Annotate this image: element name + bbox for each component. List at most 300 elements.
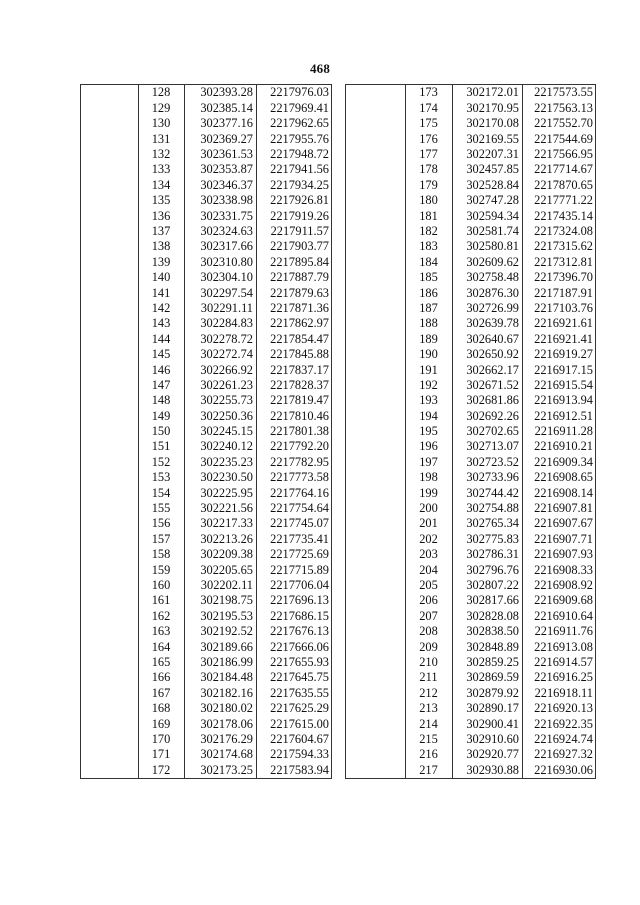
- table-row: [346, 177, 596, 192]
- point-number-cell: 143: [139, 316, 185, 331]
- table-row: [81, 531, 332, 546]
- table-row: [346, 485, 596, 500]
- table-row: [81, 224, 332, 239]
- table-row: [81, 593, 332, 608]
- point-number-cell: 167: [139, 685, 185, 700]
- table-row: [81, 116, 332, 131]
- x-coordinate-cell: 302250.36: [185, 408, 257, 423]
- y-coordinate-cell: 2217396.70: [523, 270, 596, 285]
- table-row: [81, 270, 332, 285]
- table-row: [81, 516, 332, 531]
- empty-cell: [346, 562, 406, 577]
- y-coordinate-cell: 2216907.71: [523, 531, 596, 546]
- y-coordinate-cell: 2217773.58: [257, 470, 332, 485]
- point-number-cell: 166: [139, 670, 185, 685]
- point-number-cell: 209: [406, 639, 453, 654]
- point-number-cell: 210: [406, 654, 453, 669]
- point-number-cell: 142: [139, 300, 185, 315]
- empty-cell: [346, 285, 406, 300]
- point-number-cell: 176: [406, 131, 453, 146]
- y-coordinate-cell: 2217782.95: [257, 454, 332, 469]
- empty-cell: [346, 547, 406, 562]
- point-number-cell: 159: [139, 562, 185, 577]
- x-coordinate-cell: 302186.99: [185, 654, 257, 669]
- point-number-cell: 191: [406, 362, 453, 377]
- table-row: [81, 239, 332, 254]
- table-row: [346, 116, 596, 131]
- empty-cell: [346, 685, 406, 700]
- table-row: [81, 701, 332, 716]
- point-number-cell: 200: [406, 501, 453, 516]
- table-row: [81, 716, 332, 731]
- empty-cell: [346, 654, 406, 669]
- empty-cell: [81, 639, 139, 654]
- y-coordinate-cell: 2216908.14: [523, 485, 596, 500]
- empty-cell: [81, 100, 139, 115]
- table-row: [346, 393, 596, 408]
- point-number-cell: 214: [406, 716, 453, 731]
- x-coordinate-cell: 302189.66: [185, 639, 257, 654]
- table-row: [81, 547, 332, 562]
- x-coordinate-cell: 302796.76: [453, 562, 523, 577]
- point-number-cell: 203: [406, 547, 453, 562]
- point-number-cell: 197: [406, 454, 453, 469]
- table-row: [346, 362, 596, 377]
- point-number-cell: 180: [406, 193, 453, 208]
- point-number-cell: 196: [406, 439, 453, 454]
- point-number-cell: 173: [406, 85, 453, 101]
- y-coordinate-cell: 2216924.74: [523, 731, 596, 746]
- table-row: [346, 762, 596, 778]
- point-number-cell: 179: [406, 177, 453, 192]
- x-coordinate-cell: 302240.12: [185, 439, 257, 454]
- x-coordinate-cell: 302338.98: [185, 193, 257, 208]
- point-number-cell: 175: [406, 116, 453, 131]
- y-coordinate-cell: 2217563.13: [523, 100, 596, 115]
- point-number-cell: 157: [139, 531, 185, 546]
- empty-cell: [81, 224, 139, 239]
- table-row: [81, 377, 332, 392]
- empty-cell: [81, 239, 139, 254]
- empty-cell: [346, 439, 406, 454]
- empty-cell: [81, 439, 139, 454]
- point-number-cell: 158: [139, 547, 185, 562]
- table-row: [81, 193, 332, 208]
- x-coordinate-cell: 302261.23: [185, 377, 257, 392]
- table-row: [346, 285, 596, 300]
- empty-cell: [81, 285, 139, 300]
- empty-cell: [81, 454, 139, 469]
- point-number-cell: 201: [406, 516, 453, 531]
- point-number-cell: 154: [139, 485, 185, 500]
- y-coordinate-cell: 2217315.62: [523, 239, 596, 254]
- empty-cell: [81, 85, 139, 101]
- y-coordinate-cell: 2217725.69: [257, 547, 332, 562]
- x-coordinate-cell: 302581.74: [453, 224, 523, 239]
- table-row: [81, 424, 332, 439]
- empty-cell: [81, 608, 139, 623]
- x-coordinate-cell: 302786.31: [453, 547, 523, 562]
- point-number-cell: 171: [139, 747, 185, 762]
- x-coordinate-cell: 302723.52: [453, 454, 523, 469]
- point-number-cell: 192: [406, 377, 453, 392]
- y-coordinate-cell: 2217686.15: [257, 608, 332, 623]
- y-coordinate-cell: 2216915.54: [523, 377, 596, 392]
- empty-cell: [346, 501, 406, 516]
- y-coordinate-cell: 2217871.36: [257, 300, 332, 315]
- x-coordinate-cell: 302650.92: [453, 347, 523, 362]
- table-row: [346, 300, 596, 315]
- x-coordinate-cell: 302310.80: [185, 254, 257, 269]
- x-coordinate-cell: 302225.95: [185, 485, 257, 500]
- table-row: [81, 147, 332, 162]
- point-number-cell: 193: [406, 393, 453, 408]
- point-number-cell: 162: [139, 608, 185, 623]
- point-number-cell: 213: [406, 701, 453, 716]
- x-coordinate-cell: 302317.66: [185, 239, 257, 254]
- y-coordinate-cell: 2217870.65: [523, 177, 596, 192]
- y-coordinate-cell: 2217887.79: [257, 270, 332, 285]
- x-coordinate-cell: 302198.75: [185, 593, 257, 608]
- empty-cell: [81, 393, 139, 408]
- table-row: [81, 85, 332, 101]
- x-coordinate-cell: 302278.72: [185, 331, 257, 346]
- y-coordinate-cell: 2217771.22: [523, 193, 596, 208]
- x-coordinate-cell: 302170.95: [453, 100, 523, 115]
- empty-cell: [346, 116, 406, 131]
- y-coordinate-cell: 2217552.70: [523, 116, 596, 131]
- table-row: [346, 316, 596, 331]
- point-number-cell: 199: [406, 485, 453, 500]
- table-row: [346, 239, 596, 254]
- point-number-cell: 148: [139, 393, 185, 408]
- x-coordinate-cell: 302681.86: [453, 393, 523, 408]
- empty-cell: [81, 116, 139, 131]
- y-coordinate-cell: 2217948.72: [257, 147, 332, 162]
- x-coordinate-cell: 302385.14: [185, 100, 257, 115]
- point-number-cell: 133: [139, 162, 185, 177]
- table-row: [346, 254, 596, 269]
- y-coordinate-cell: 2217903.77: [257, 239, 332, 254]
- table-row: [346, 424, 596, 439]
- point-number-cell: 182: [406, 224, 453, 239]
- x-coordinate-cell: 302331.75: [185, 208, 257, 223]
- x-coordinate-cell: 302353.87: [185, 162, 257, 177]
- empty-cell: [81, 147, 139, 162]
- y-coordinate-cell: 2216927.32: [523, 747, 596, 762]
- y-coordinate-cell: 2217714.67: [523, 162, 596, 177]
- y-coordinate-cell: 2216914.57: [523, 654, 596, 669]
- x-coordinate-cell: 302170.08: [453, 116, 523, 131]
- y-coordinate-cell: 2216922.35: [523, 716, 596, 731]
- table-row: [346, 608, 596, 623]
- empty-cell: [81, 762, 139, 778]
- point-number-cell: 208: [406, 624, 453, 639]
- table-row: [346, 131, 596, 146]
- point-number-cell: 217: [406, 762, 453, 778]
- table-row: [81, 562, 332, 577]
- y-coordinate-cell: 2217706.04: [257, 578, 332, 593]
- x-coordinate-cell: 302182.16: [185, 685, 257, 700]
- empty-cell: [81, 747, 139, 762]
- empty-cell: [81, 578, 139, 593]
- y-coordinate-cell: 2217819.47: [257, 393, 332, 408]
- table-row: [81, 639, 332, 654]
- x-coordinate-cell: 302209.38: [185, 547, 257, 562]
- point-number-cell: 135: [139, 193, 185, 208]
- empty-cell: [81, 701, 139, 716]
- y-coordinate-cell: 2217754.64: [257, 501, 332, 516]
- y-coordinate-cell: 2217792.20: [257, 439, 332, 454]
- empty-cell: [81, 300, 139, 315]
- point-number-cell: 215: [406, 731, 453, 746]
- empty-cell: [346, 408, 406, 423]
- x-coordinate-cell: 302744.42: [453, 485, 523, 500]
- empty-cell: [346, 270, 406, 285]
- y-coordinate-cell: 2217837.17: [257, 362, 332, 377]
- point-number-cell: 185: [406, 270, 453, 285]
- empty-cell: [81, 162, 139, 177]
- y-coordinate-cell: 2217625.29: [257, 701, 332, 716]
- x-coordinate-cell: 302202.11: [185, 578, 257, 593]
- point-number-cell: 165: [139, 654, 185, 669]
- empty-cell: [346, 254, 406, 269]
- empty-cell: [346, 224, 406, 239]
- empty-cell: [81, 485, 139, 500]
- table-row: [81, 624, 332, 639]
- y-coordinate-cell: 2217435.14: [523, 208, 596, 223]
- table-row: [346, 578, 596, 593]
- empty-cell: [81, 562, 139, 577]
- point-number-cell: 136: [139, 208, 185, 223]
- table-row: [81, 208, 332, 223]
- x-coordinate-cell: 302758.48: [453, 270, 523, 285]
- table-row: [346, 85, 596, 101]
- x-coordinate-cell: 302692.26: [453, 408, 523, 423]
- empty-cell: [346, 131, 406, 146]
- y-coordinate-cell: 2216913.94: [523, 393, 596, 408]
- point-number-cell: 152: [139, 454, 185, 469]
- y-coordinate-cell: 2217676.13: [257, 624, 332, 639]
- empty-cell: [346, 347, 406, 362]
- table-row: [346, 408, 596, 423]
- x-coordinate-cell: 302640.67: [453, 331, 523, 346]
- y-coordinate-cell: 2217764.16: [257, 485, 332, 500]
- empty-cell: [346, 239, 406, 254]
- point-number-cell: 183: [406, 239, 453, 254]
- table-row: [346, 377, 596, 392]
- empty-cell: [81, 716, 139, 731]
- y-coordinate-cell: 2217666.06: [257, 639, 332, 654]
- x-coordinate-cell: 302754.88: [453, 501, 523, 516]
- empty-cell: [346, 670, 406, 685]
- x-coordinate-cell: 302217.33: [185, 516, 257, 531]
- x-coordinate-cell: 302266.92: [185, 362, 257, 377]
- table-row: [81, 608, 332, 623]
- table-row: [346, 454, 596, 469]
- table-row: [346, 654, 596, 669]
- y-coordinate-cell: 2217566.95: [523, 147, 596, 162]
- table-row: [81, 747, 332, 762]
- y-coordinate-cell: 2217573.55: [523, 85, 596, 101]
- y-coordinate-cell: 2217828.37: [257, 377, 332, 392]
- point-number-cell: 141: [139, 285, 185, 300]
- y-coordinate-cell: 2217934.25: [257, 177, 332, 192]
- table-row: [81, 177, 332, 192]
- y-coordinate-cell: 2216919.27: [523, 347, 596, 362]
- y-coordinate-cell: 2216921.41: [523, 331, 596, 346]
- empty-cell: [81, 470, 139, 485]
- table-row: [81, 685, 332, 700]
- y-coordinate-cell: 2217962.65: [257, 116, 332, 131]
- empty-cell: [81, 316, 139, 331]
- y-coordinate-cell: 2217926.81: [257, 193, 332, 208]
- table-row: [81, 131, 332, 146]
- y-coordinate-cell: 2217854.47: [257, 331, 332, 346]
- table-row: [81, 578, 332, 593]
- y-coordinate-cell: 2217312.81: [523, 254, 596, 269]
- y-coordinate-cell: 2217583.94: [257, 762, 332, 778]
- x-coordinate-cell: 302207.31: [453, 147, 523, 162]
- point-number-cell: 184: [406, 254, 453, 269]
- empty-cell: [346, 300, 406, 315]
- point-number-cell: 194: [406, 408, 453, 423]
- y-coordinate-cell: 2216912.51: [523, 408, 596, 423]
- x-coordinate-cell: 302184.48: [185, 670, 257, 685]
- x-coordinate-cell: 302304.10: [185, 270, 257, 285]
- y-coordinate-cell: 2217604.67: [257, 731, 332, 746]
- y-coordinate-cell: 2217895.84: [257, 254, 332, 269]
- y-coordinate-cell: 2216911.28: [523, 424, 596, 439]
- y-coordinate-cell: 2217976.03: [257, 85, 332, 101]
- y-coordinate-cell: 2216908.92: [523, 578, 596, 593]
- point-number-cell: 153: [139, 470, 185, 485]
- point-number-cell: 147: [139, 377, 185, 392]
- empty-cell: [81, 516, 139, 531]
- empty-cell: [346, 100, 406, 115]
- x-coordinate-cell: 302662.17: [453, 362, 523, 377]
- point-number-cell: 132: [139, 147, 185, 162]
- table-row: [346, 670, 596, 685]
- x-coordinate-cell: 302594.34: [453, 208, 523, 223]
- x-coordinate-cell: 302180.02: [185, 701, 257, 716]
- y-coordinate-cell: 2217635.55: [257, 685, 332, 700]
- y-coordinate-cell: 2216909.34: [523, 454, 596, 469]
- empty-cell: [346, 608, 406, 623]
- empty-cell: [346, 747, 406, 762]
- point-number-cell: 138: [139, 239, 185, 254]
- point-number-cell: 129: [139, 100, 185, 115]
- empty-cell: [81, 377, 139, 392]
- x-coordinate-cell: 302377.16: [185, 116, 257, 131]
- empty-cell: [81, 424, 139, 439]
- empty-cell: [346, 762, 406, 778]
- x-coordinate-cell: 302176.29: [185, 731, 257, 746]
- table-row: [346, 639, 596, 654]
- x-coordinate-cell: 302879.92: [453, 685, 523, 700]
- x-coordinate-cell: 302173.25: [185, 762, 257, 778]
- point-number-cell: 181: [406, 208, 453, 223]
- x-coordinate-cell: 302910.60: [453, 731, 523, 746]
- table-row: [346, 562, 596, 577]
- coordinates-table-right: [345, 84, 596, 779]
- point-number-cell: 149: [139, 408, 185, 423]
- table-row: [346, 193, 596, 208]
- empty-cell: [81, 547, 139, 562]
- table-row: [81, 285, 332, 300]
- y-coordinate-cell: 2217911.57: [257, 224, 332, 239]
- point-number-cell: 150: [139, 424, 185, 439]
- y-coordinate-cell: 2217810.46: [257, 408, 332, 423]
- table-row: [81, 501, 332, 516]
- empty-cell: [346, 331, 406, 346]
- point-number-cell: 186: [406, 285, 453, 300]
- empty-cell: [346, 701, 406, 716]
- point-number-cell: 216: [406, 747, 453, 762]
- empty-cell: [81, 193, 139, 208]
- empty-cell: [346, 362, 406, 377]
- point-number-cell: 144: [139, 331, 185, 346]
- point-number-cell: 178: [406, 162, 453, 177]
- table-row: [346, 270, 596, 285]
- empty-cell: [346, 147, 406, 162]
- y-coordinate-cell: 2217745.07: [257, 516, 332, 531]
- y-coordinate-cell: 2216907.81: [523, 501, 596, 516]
- y-coordinate-cell: 2217696.13: [257, 593, 332, 608]
- empty-cell: [346, 470, 406, 485]
- empty-cell: [346, 393, 406, 408]
- empty-cell: [346, 454, 406, 469]
- y-coordinate-cell: 2216913.08: [523, 639, 596, 654]
- x-coordinate-cell: 302369.27: [185, 131, 257, 146]
- empty-cell: [81, 270, 139, 285]
- point-number-cell: 128: [139, 85, 185, 101]
- y-coordinate-cell: 2216910.21: [523, 439, 596, 454]
- point-number-cell: 170: [139, 731, 185, 746]
- x-coordinate-cell: 302838.50: [453, 624, 523, 639]
- table-row: [81, 439, 332, 454]
- y-coordinate-cell: 2217544.69: [523, 131, 596, 146]
- table-row: [346, 516, 596, 531]
- x-coordinate-cell: 302609.62: [453, 254, 523, 269]
- x-coordinate-cell: 302205.65: [185, 562, 257, 577]
- empty-cell: [81, 131, 139, 146]
- table-row: [346, 208, 596, 223]
- y-coordinate-cell: 2216917.15: [523, 362, 596, 377]
- point-number-cell: 151: [139, 439, 185, 454]
- x-coordinate-cell: 302747.28: [453, 193, 523, 208]
- table-row: [81, 454, 332, 469]
- table-row: [346, 501, 596, 516]
- y-coordinate-cell: 2216930.06: [523, 762, 596, 778]
- x-coordinate-cell: 302848.89: [453, 639, 523, 654]
- table-row: [81, 731, 332, 746]
- table-row: [81, 316, 332, 331]
- x-coordinate-cell: 302174.68: [185, 747, 257, 762]
- empty-cell: [346, 624, 406, 639]
- x-coordinate-cell: 302172.01: [453, 85, 523, 101]
- table-row: [346, 716, 596, 731]
- y-coordinate-cell: 2217845.88: [257, 347, 332, 362]
- empty-cell: [346, 377, 406, 392]
- point-number-cell: 140: [139, 270, 185, 285]
- y-coordinate-cell: 2217645.75: [257, 670, 332, 685]
- empty-cell: [81, 331, 139, 346]
- table-row: [81, 254, 332, 269]
- point-number-cell: 198: [406, 470, 453, 485]
- x-coordinate-cell: 302930.88: [453, 762, 523, 778]
- x-coordinate-cell: 302713.07: [453, 439, 523, 454]
